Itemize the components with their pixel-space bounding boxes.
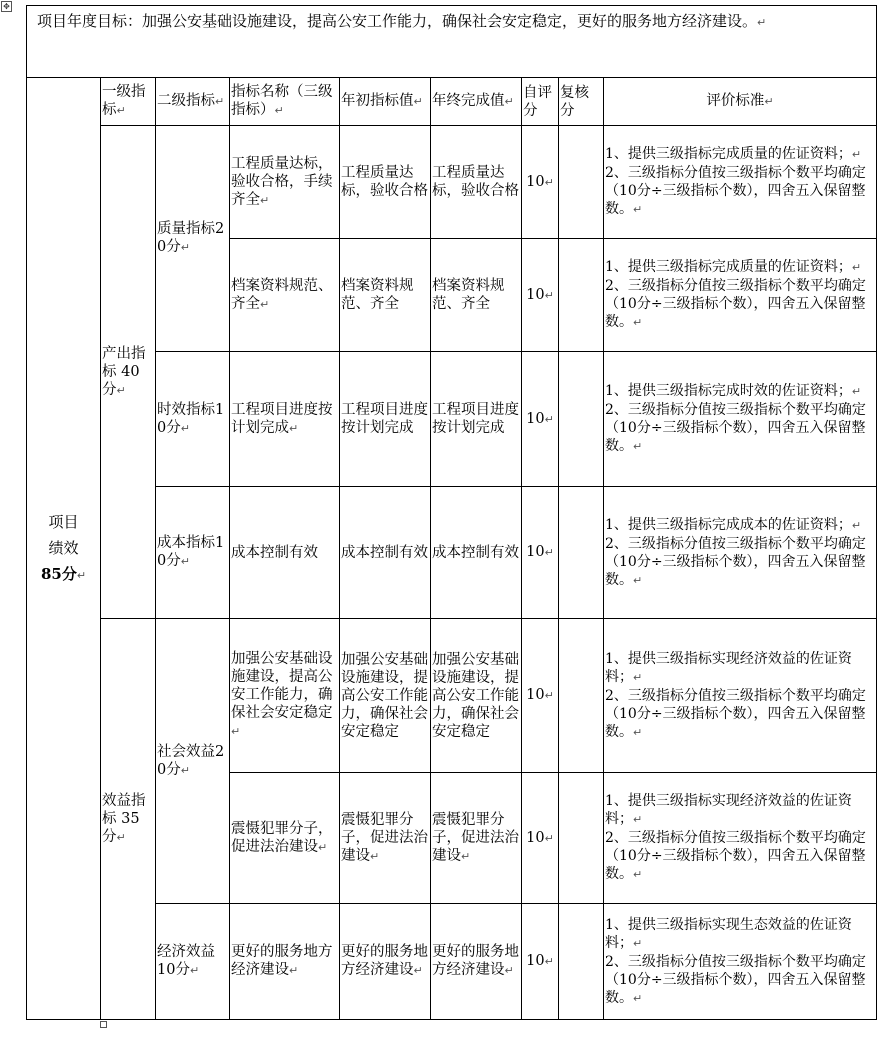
self-score: 10↵ (522, 126, 559, 239)
review-score (559, 904, 604, 1020)
indicator-name: 工程质量达标，验收合格，手续齐全↵ (230, 126, 340, 239)
goal-cell: 项目年度目标：加强公安基础设施建设，提高公安工作能力，确保社会安定稳定，更好的服务地方经济建设。↵ (27, 6, 877, 78)
header-standard: 评价标准↵ (604, 78, 877, 126)
indicator-name: 更好的服务地方经济建设↵ (230, 904, 340, 1020)
goal-text: 项目年度目标：加强公安基础设施建设，提高公安工作能力，确保社会安定稳定，更好的服务地方经济建设。 (37, 12, 758, 30)
initial-value: 加强公安基础设施建设，提高公安工作能力，确保社会安定稳定 (340, 619, 431, 773)
self-score: 10↵ (522, 487, 559, 619)
level2-social: 社会效益20分↵ (156, 619, 230, 904)
header-level2: 二级指标↵ (156, 78, 230, 126)
self-score: 10↵ (522, 904, 559, 1020)
goal-row (27, 6, 877, 78)
self-score: 10↵ (522, 773, 559, 904)
project-performance-cell: 项目 绩效 85分↵ (27, 78, 101, 1020)
final-value: 加强公安基础设施建设，提高公安工作能力，确保社会安定稳定 (431, 619, 522, 773)
indicator-name: 震慑犯罪分子，促进法治建设↵ (230, 773, 340, 904)
level1-benefit: 效益指标 35分↵ (101, 619, 156, 1020)
criteria-cell: 1、提供三级指标完成成本的佐证资料；↵ 2、三级指标分值按三级指标个数平均确定（10分÷三级指标个数），四舍五入保留整数。↵ (604, 487, 877, 619)
self-score: 10↵ (522, 352, 559, 487)
criteria-cell: 1、提供三级指标完成质量的佐证资料；↵ 2、三级指标分值按三级指标个数平均确定（10分÷三级指标个数），四舍五入保留整数。↵ (604, 126, 877, 239)
level2-cost: 成本指标10分↵ (156, 487, 230, 619)
self-score: 10↵ (522, 619, 559, 773)
header-final: 年终完成值↵ (431, 78, 522, 126)
indicator-name: 工程项目进度按计划完成↵ (230, 352, 340, 487)
self-score: 10↵ (522, 239, 559, 352)
review-score (559, 619, 604, 773)
header-review: 复核分 (559, 78, 604, 126)
level2-economic: 经济效益 10分↵ (156, 904, 230, 1020)
initial-value: 工程质量达标，验收合格 (340, 126, 431, 239)
final-value: 工程质量达标，验收合格 (431, 126, 522, 239)
final-value: 震慑犯罪分子，促进法治建设↵ (431, 773, 522, 904)
initial-value: 成本控制有效 (340, 487, 431, 619)
indicator-name: 档案资料规范、齐全↵ (230, 239, 340, 352)
review-score (559, 773, 604, 904)
criteria-cell: 1、提供三级指标实现经济效益的佐证资料；↵ 2、三级指标分值按三级指标个数平均确定（10分÷三级指标个数），四舍五入保留整数。↵ (604, 619, 877, 773)
table-row (27, 126, 877, 239)
final-value: 更好的服务地方经济建设↵ (431, 904, 522, 1020)
level1-output: 产出指标 40分↵ (101, 126, 156, 619)
level2-time: 时效指标10分↵ (156, 352, 230, 487)
table-row (27, 619, 877, 773)
initial-value: 震慑犯罪分子，促进法治建设↵ (340, 773, 431, 904)
initial-value: 工程项目进度按计划完成 (340, 352, 431, 487)
header-initial: 年初指标值↵ (340, 78, 431, 126)
final-value: 档案资料规范、齐全 (431, 239, 522, 352)
review-score (559, 487, 604, 619)
indicator-name: 成本控制有效 (230, 487, 340, 619)
performance-table (26, 5, 877, 1020)
table-move-handle-icon[interactable]: ✥ (1, 1, 12, 12)
indicator-name: 加强公安基础设施建设，提高公安工作能力，确保社会安定稳定↵ (230, 619, 340, 773)
initial-value: 档案资料规范、齐全 (340, 239, 431, 352)
header-row (27, 78, 877, 126)
perf-line2: 绩效 (48, 538, 79, 557)
header-name: 指标名称（三级指标）↵ (230, 78, 340, 126)
paragraph-end-mark (100, 1021, 107, 1028)
criteria-cell: 1、提供三级指标完成质量的佐证资料；↵ 2、三级指标分值按三级指标个数平均确定（10分÷三级指标个数），四舍五入保留整数。↵ (604, 239, 877, 352)
perf-line1: 项目 (48, 512, 79, 531)
initial-value: 更好的服务地方经济建设↵ (340, 904, 431, 1020)
review-score (559, 239, 604, 352)
final-value: 工程项目进度按计划完成 (431, 352, 522, 487)
final-value: 成本控制有效 (431, 487, 522, 619)
header-level1: 一级指标↵ (101, 78, 156, 126)
review-score (559, 352, 604, 487)
header-self: 自评分 (522, 78, 559, 126)
criteria-cell: 1、提供三级指标完成时效的佐证资料；↵ 2、三级指标分值按三级指标个数平均确定（10分÷三级指标个数），四舍五入保留整数。↵ (604, 352, 877, 487)
criteria-cell: 1、提供三级指标实现经济效益的佐证资料；↵ 2、三级指标分值按三级指标个数平均确定（10分÷三级指标个数），四舍五入保留整数。↵ (604, 773, 877, 904)
level2-quality: 质量指标20分↵ (156, 126, 230, 352)
perf-line3: 85分 (40, 564, 77, 583)
criteria-cell: 1、提供三级指标实现生态效益的佐证资料；↵ 2、三级指标分值按三级指标个数平均确定（10分÷三级指标个数），四舍五入保留整数。↵ (604, 904, 877, 1020)
review-score (559, 126, 604, 239)
